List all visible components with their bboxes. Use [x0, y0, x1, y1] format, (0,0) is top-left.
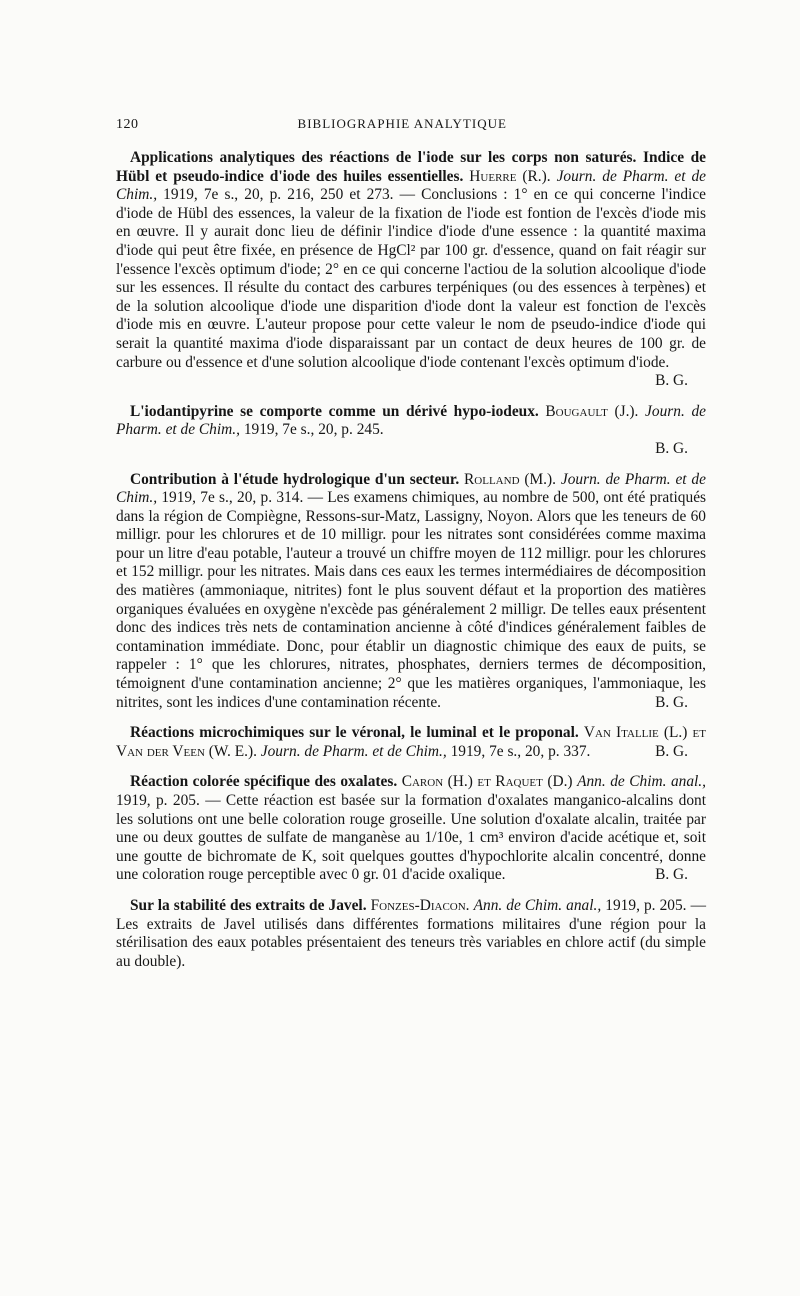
bibliography-entry — [116, 773, 706, 885]
entry-signature: B. G. — [655, 372, 688, 390]
entry-body: — Les extraits de Javel utilisés dans différentes formations militaires d'une région pour la stérilisation des eaux potables présentaient des teneurs très variables en chlore actif (du simple au double). — [116, 896, 706, 970]
entry-title: L'iodantipyrine se comporte comme un dérivé hypo-iodeux. — [130, 402, 539, 420]
entry-reference: 1919, 7e s., 20, p. 216, 250 et 273. — [163, 186, 394, 204]
page — [116, 116, 706, 983]
entry-journal: Journ. de Pharm. et de Chim., — [116, 167, 706, 204]
entry-title: Réactions microchimiques sur le véronal, le luminal et le proponal. — [130, 724, 579, 742]
bibliography-entry — [116, 724, 706, 761]
entry-journal: Journ. de Pharm. et de Chim., — [116, 402, 706, 439]
entry-signature: B. G. — [655, 742, 688, 760]
entry-title: Applications analytiques des réactions de l'iode sur les corps non saturés. Indice de Hübl et pseudo-indice d'iode des huiles essentielles. — [116, 149, 706, 185]
bibliography-entry — [116, 471, 706, 713]
bibliography-entry — [116, 149, 706, 391]
entry-author: Bougault (J.). — [545, 402, 639, 420]
entry-reference: 1919, p. 205. — [116, 792, 200, 809]
entry-body: — Les examens chimiques, au nombre de 500, ont été pratiqués dans la région de Compiègne, Ressons-sur-Matz, Lassigny, Noyon. Alors que les teneurs de 60 milligr. pour les chlorures et de 10 milligr. pour les nitrates sont considérées comme maxima pour un litre d'eau potable, l'auteur a trouvé un chiffre moyen de 112 milligr. pour les chlorures et 152 milligr. pour les nitrates. Mais dans ces eaux les termes intermédiaires de décomposition des matières (ammoniaque, nitrites) font le plus souvent défaut et la proportion des matières organiques évaluées en oxygène n'excède pas généralement 2 milligr. De telles eaux présentent donc des indices très nets de contamination ancienne à côté d'indices généralement faibles de contamination immédiate. Donc, pour établir un diagnostic chimique des eaux de puits, se rappeler : 1° que les chlorures, nitrates, phosphates, derniers termes de décomposition, témoignent d'une contamination ancienne; 2° que les matières organiques, l'ammoniaque, les nitrites, sont les indices d'une contamination récente. — [116, 489, 707, 711]
entry-signature: B. G. — [655, 866, 688, 884]
entry-body: — Cette réaction est basée sur la formation d'oxalates manganico-alcalins dont les solutions ont une belle coloration rouge groseille. Une solution d'oxalate alcalin, traitée par une ou deux gouttes de sulfate de manganèse au 1/10e, 1 cm³ environ d'acide acétique et, soit une goutte de bichromate de K, soit quelques gouttes d'hypochlorite alcalin concentré, donne une coloration rouge perceptible avec 0 gr. 01 d'acide oxalique. — [116, 792, 706, 884]
page-number: 120 — [116, 117, 139, 132]
entry-journal: Ann. de Chim. anal., — [577, 773, 707, 791]
entry-reference: 1919, 7e s., 20, p. 245. — [243, 421, 384, 439]
entry-body: — Conclusions : 1° en ce qui concerne l'indice d'iode de Hübl des essences, la valeur de la fixation de l'iode est fontion de l'excès d'iode mis en œuvre. Il y aurait donc lieu de définir l'indice d'iode d'une essence : la quantité maxima d'iode qui peut être fixée, en présence de HgCl² par 100 gr. d'essence, quand on fait réagir sur l'essence l'excès optimum d'iode; 2° en ce qui concerne l'actiou de la solution alcoolique d'iode sur les essences. Il résulte du contact des carbures terpéniques (ou des essences à terpènes) et de la solution alcoolique d'iode une disparition d'iode dont la valeur est fonction de l'excès d'iode mis en œuvre. L'auteur propose pour cette valeur le nom de pseudo-indice d'iode qui serait la quantité maxima d'iode disparaissant par un contact de deux heures de 100 gr. de carbure ou d'essence et d'une solution alcoolique d'iode contenant l'excès optimum d'iode. — [116, 186, 706, 371]
entry-reference: 1919, 7e s., 20, p. 337. — [450, 742, 591, 760]
entry-author: Huerre (R.). — [469, 167, 551, 185]
running-title: BIBLIOGRAPHIE ANALYTIQUE — [297, 116, 507, 131]
entry-reference: 1919, p. 205. — [605, 896, 687, 914]
entry-reference: 1919, 7e s., 20, p. 314. — [161, 489, 304, 507]
entry-author: Caron (H.) et Raquet (D.) — [401, 773, 573, 791]
entry-author: Fonzes-Diacon. — [370, 896, 470, 914]
entry-author: Rolland (M.). — [464, 470, 556, 488]
entry-signature: B. G. — [655, 693, 688, 711]
bibliography-entry — [116, 403, 706, 459]
page-header — [116, 116, 706, 133]
entry-title: Réaction colorée spécifique des oxalates. — [130, 773, 398, 791]
entry-title: Sur la stabilité des extraits de Javel. — [130, 896, 367, 914]
entry-journal: Journ. de Pharm. et de Chim., — [116, 470, 706, 507]
entry-signature: B. G. — [655, 439, 688, 457]
entry-journal: Ann. de Chim. anal., — [473, 896, 602, 914]
entry-journal: Journ. de Pharm. et de Chim., — [260, 742, 447, 760]
entry-title: Contribution à l'étude hydrologique d'un secteur. — [130, 470, 460, 488]
bibliography-entry — [116, 897, 706, 971]
entry-author: Van Itallie (L.) et Van der Veen (W. E.). — [116, 724, 706, 760]
